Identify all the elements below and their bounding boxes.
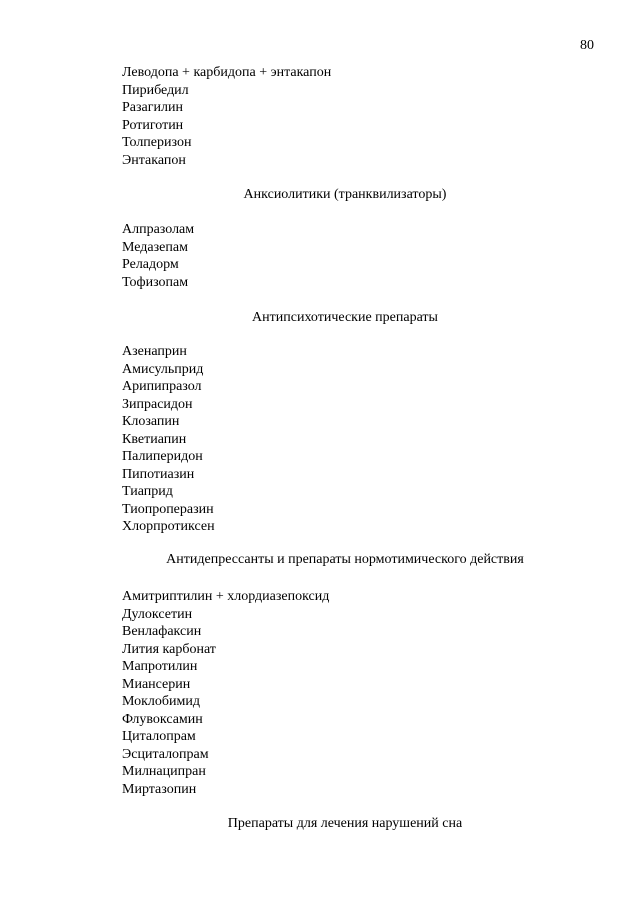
list-item: Миртазопин [122, 781, 197, 797]
list-item: Азенаприн [122, 344, 187, 359]
list-item: Эсциталопрам [122, 746, 209, 762]
section-heading-sleep-disorders: Препараты для лечения нарушений сна [227, 816, 463, 831]
list-item: Палиперидон [122, 449, 203, 464]
drug-list-antidepressants [122, 588, 329, 798]
list-item: Клозапин [122, 414, 180, 429]
list-item: Венлафаксин [122, 624, 202, 639]
list-item: Амитриптилин + хлордиазепоксид [122, 589, 330, 604]
list-item: Лития карбонат [122, 641, 216, 657]
list-item: Реладорм [122, 257, 179, 272]
list-item: Флувоксамин [122, 711, 203, 727]
list-item: Тофизопам [122, 274, 189, 290]
section-heading-antipsychotics: Антипсихотические препараты [252, 310, 438, 325]
list-item: Циталопрам [122, 729, 196, 744]
list-item: Тиаприд [122, 484, 173, 499]
list-item: Ротиготин [122, 117, 184, 133]
list-item: Мапротилин [122, 659, 198, 674]
list-item: Дулоксетин [122, 606, 193, 622]
list-item: Милнаципран [122, 764, 206, 779]
drug-list-antipsychotics [122, 343, 215, 536]
list-item: Хлорпротиксен [122, 519, 215, 534]
drug-list-anxiolytics [122, 221, 194, 291]
list-item: Тиопроперазин [122, 501, 214, 517]
page-number: 80 [580, 38, 594, 53]
list-item: Кветиапин [122, 431, 187, 447]
list-item: Леводопа + карбидопа + энтакапон [122, 65, 332, 80]
list-item: Миансерин [122, 676, 191, 692]
list-item: Пипотиазин [122, 466, 195, 482]
section-heading-antidepressants: Антидепрессанты и препараты нормотимического действия [166, 552, 524, 567]
list-item: Толперизон [122, 135, 192, 150]
list-item: Арипипразол [122, 379, 202, 394]
list-item: Моклобимид [122, 694, 200, 709]
list-item: Амисульприд [122, 361, 204, 377]
list-item: Разагилин [122, 100, 183, 115]
list-item: Зипрасидон [122, 396, 193, 412]
list-item: Пирибедил [122, 82, 189, 98]
list-item: Энтакапон [122, 152, 186, 168]
section-heading-anxiolytics: Анксиолитики (транквилизаторы) [243, 187, 447, 202]
list-item: Медазепам [122, 239, 188, 255]
list-item: Алпразолам [122, 222, 195, 237]
drug-list-antiparkinson [122, 64, 331, 169]
